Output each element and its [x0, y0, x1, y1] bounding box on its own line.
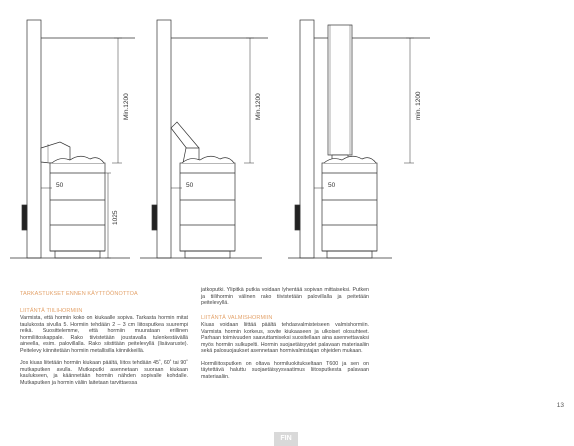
min-height-label-3: min. 1200: [415, 91, 422, 120]
right-text-column: [201, 287, 369, 386]
page-number: 13: [556, 402, 564, 409]
paragraph: Hormiliitosputken on oltava hormiluokitukseltaan T600 ja sen on täytettävä haluttu suojaetäisyysvaatimus liitosputkesta palavaan materiaaliin.: [201, 360, 369, 380]
subsection-heading: LIITÄNTÄ VALMISHORMIIN: [201, 314, 273, 321]
offset-label-3: 50: [328, 182, 336, 189]
diagram-factory-chimney: [288, 20, 430, 258]
min-height-label-2: Min.1200: [255, 93, 262, 120]
stove-height-label: 1025: [112, 210, 119, 225]
paragraph: Varmista, että hormin koko on kiukaalle sopiva. Tarkasta hormin mitat taulukosta sivulla 5. Hormiin tehdään 2 – 3 cm liitosputkea suurempi reikä. Suosittelemme, että hormiin muurataan erillinen hormiliitoskappale. Rako tiivistetään joustavalla tulenkestävällä aineella, esim. palovillalla. Rako siistitään peitelevyllä (lisävaruste). Peitelevy kiinnitetään hormiin metallisilla kiinnikkeillä.: [20, 315, 188, 354]
left-text-column: [20, 291, 188, 392]
paragraph: Kiuas voidaan liittää päältä tehdasvalmisteiseen valmishormiin. Varmista hormin korkeus, sovite kiukaaseen ja ulkoiset olosuhteet. Parhaan toimivuuden saavuttamiseksi suositellaan aina asennettavaksi myös hormiin sulkupelti. Hormin suojaetäisyydet palavaan materiaaliin sekä palosuojaukset asennetaan hormivalmistajan ohjeiden mukaan.: [201, 322, 369, 354]
paragraph: Jos kiuas liitetään hormiin kiukaan päältä, liitos tehdään 45˚, 60˚ tai 90˚ mutkaputken avulla. Mutkaputki asennetaan suoraan kiukaan kaulukseen, ja käännetään hormiin nähden sopivalle kohdalle. Mutkaputken ja hormin väliin laitetaan tarvittaessa: [20, 360, 188, 386]
language-tab: [274, 432, 298, 446]
diagram-brick-chimney-top: [140, 20, 268, 258]
section-heading: TARKASTUKSET ENNEN KÄYTTÖÖNOTTOA: [20, 291, 138, 297]
offset-label-2: 50: [186, 182, 194, 189]
language-label: FIN: [280, 435, 292, 442]
paragraph: jatkoputki. Ylipitkä putkia voidaan lyhentää sopivan mittaiseksi. Putken ja tiilihormin välinen rako tiivistetään palovillalla ja peitetään peitelevyllä.: [201, 287, 369, 306]
offset-label-1: 50: [56, 182, 64, 189]
min-height-label-1: Min.1200: [123, 93, 130, 120]
subsection-heading: LIITÄNTÄ TIILIHORMIIN: [20, 307, 83, 314]
